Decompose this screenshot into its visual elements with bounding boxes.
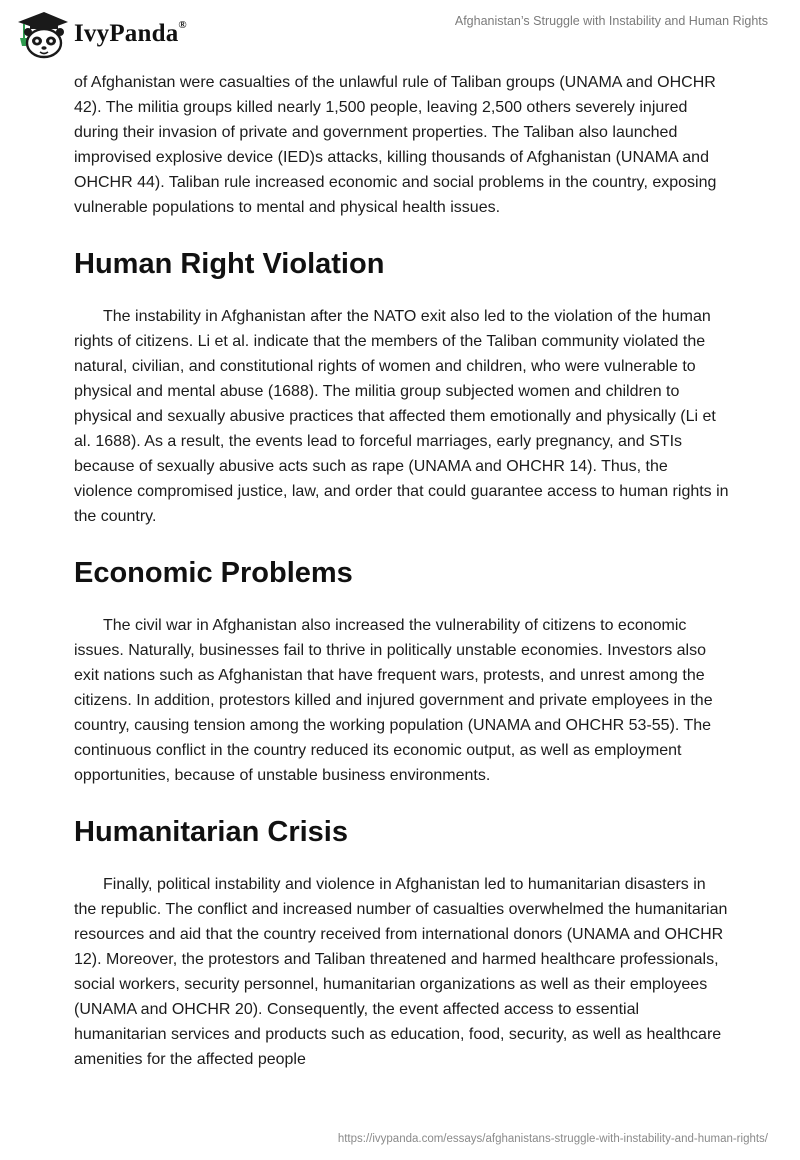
human-right-violation-paragraph: The instability in Afghanistan after the NATO exit also led to the violation of the human rights of citizens. Li et al. indicate that the members of the Taliban community violated the natural, civilian, and constitutional rights of women and children, who were vulnerable to physical and mental abuse (1688). The militia group subjected women and children to physical and sexually abusive practices that affected them emotionally and physically (Li et al. 1688). As a result, the events lead to forceful marriages, early pregnancy, and STIs because of sexually abusive acts such as rape (UNAMA and OHCHR 14). Thus, the violence compromised justice, law, and order that could guarantee access to human rights in the country. <box>74 308 729 525</box>
panda-graduate-icon <box>14 8 70 60</box>
page-header <box>0 0 800 66</box>
source-url-link[interactable]: https://ivypanda.com/essays/afghanistans-struggle-with-instability-and-human-rights/ <box>337 1133 768 1145</box>
running-title: Afghanistan’s Struggle with Instability and Human Rights <box>454 14 768 28</box>
section-heading-human-right-violation: Human Right Violation <box>74 248 385 280</box>
intro-paragraph: of Afghanistan were casualties of the unlawful rule of Taliban groups (UNAMA and OHCHR 42). The militia groups killed nearly 1,500 people, leaving 2,500 others severely injured during their invasion of private and government properties. The Taliban also launched improvised explosive device (IED)s attacks, killing thousands of Afghanistan (UNAMA and OHCHR 44). Taliban rule increased economic and social problems in the country, exposing vulnerable populations to mental and physical health issues. <box>74 74 717 216</box>
humanitarian-crisis-paragraph: Finally, political instability and violence in Afghanistan led to humanitarian disasters in the republic. The conflict and increased number of casualties overwhelmed the humanitarian resources and aid that the country received from international donors (UNAMA and OHCHR 12). Moreover, the protestors and Taliban threatened and harmed healthcare professionals, social workers, security personnel, humanitarian organizations as well as their employees (UNAMA and OHCHR 20). Consequently, the event affected access to essential humanitarian services and products such as education, food, security, as well as healthcare amenities for the affected people <box>74 876 728 1068</box>
section-heading-economic-problems: Economic Problems <box>74 557 353 589</box>
ivypanda-logo[interactable] <box>14 8 187 60</box>
section-heading-humanitarian-crisis: Humanitarian Crisis <box>74 816 348 848</box>
essay-body <box>74 70 730 1072</box>
economic-problems-paragraph: The civil war in Afghanistan also increased the vulnerability of citizens to economic issues. Naturally, businesses fail to thrive in politically unstable economies. Investors also exit nations such as Afghanistan that have frequent wars, protests, and unrest among the citizens. In addition, protestors killed and injured government and private employees in the country, causing tension among the working population (UNAMA and OHCHR 53-55). The continuous conflict in the country reduced its economic output, as well as employment opportunities, because of unstable business environments. <box>74 617 713 784</box>
logo-wordmark: IvyPanda® <box>74 18 187 47</box>
